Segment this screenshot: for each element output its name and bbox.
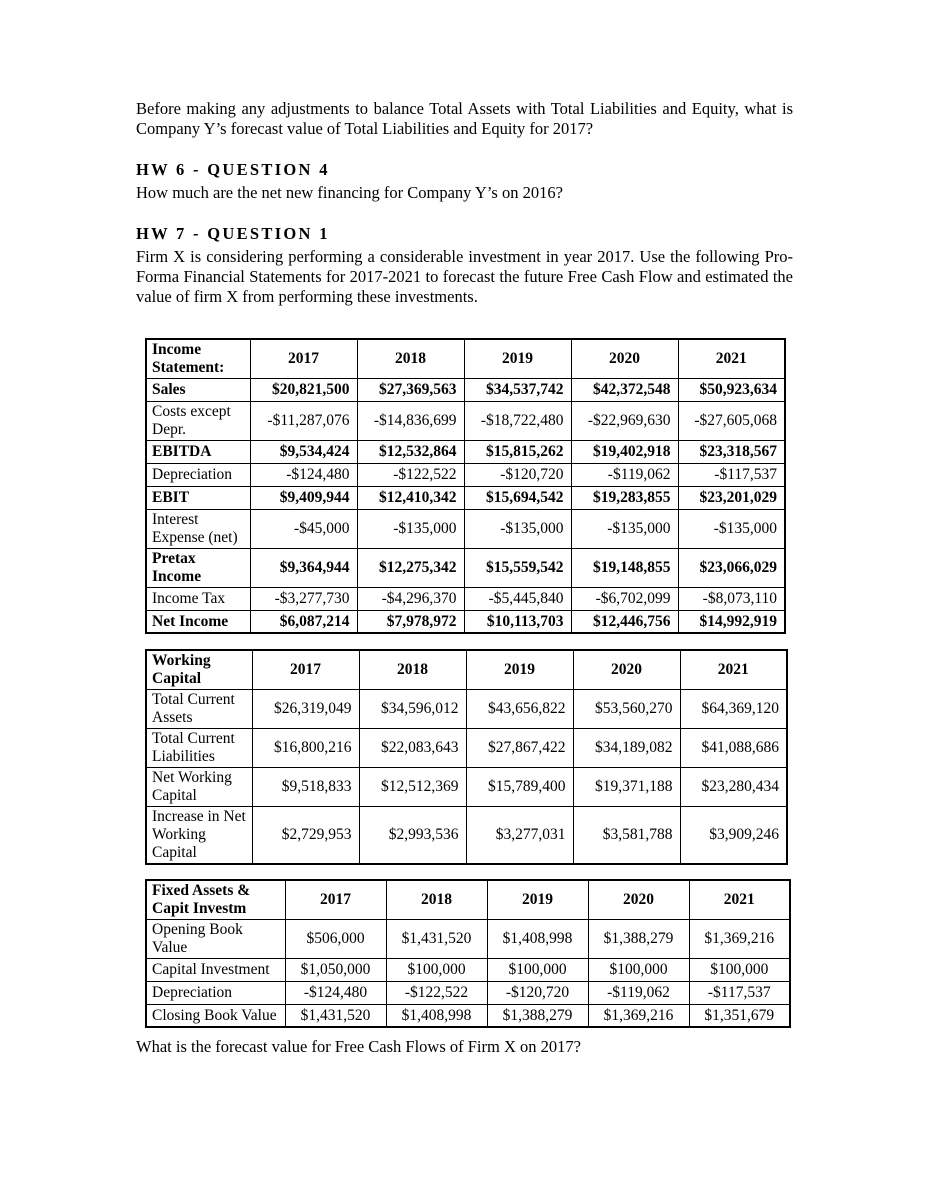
value-cell: -$117,537 [689,981,790,1004]
value-cell: $6,087,214 [250,610,357,633]
value-cell: $9,409,944 [250,486,357,509]
value-cell: $1,431,520 [386,919,487,958]
value-cell: $12,446,756 [571,610,678,633]
value-cell: -$135,000 [571,509,678,548]
value-cell: $50,923,634 [678,378,785,401]
year-header-cell: 2019 [464,339,571,378]
value-cell: $27,867,422 [466,729,573,768]
table-header-row [146,880,790,919]
value-cell: $20,821,500 [250,378,357,401]
value-cell: $26,319,049 [252,690,359,729]
value-cell: -$5,445,840 [464,587,571,610]
row-label-cell: Net Working Capital [146,768,252,807]
table-row [146,1004,790,1027]
value-cell: $1,408,998 [386,1004,487,1027]
value-cell: $15,815,262 [464,440,571,463]
year-header-cell: 2017 [250,339,357,378]
value-cell: -$3,277,730 [250,587,357,610]
table-title-cell: Working Capital [146,650,252,689]
hw7-heading: HW 7 - QUESTION 1 [136,224,330,243]
table-header-row [146,650,787,689]
value-cell: $12,532,864 [357,440,464,463]
year-header-cell: 2019 [487,880,588,919]
year-header-cell: 2021 [678,339,785,378]
value-cell: -$11,287,076 [250,401,357,440]
value-cell: $19,371,188 [573,768,680,807]
table-row [146,768,787,807]
row-label-cell: Closing Book Value [146,1004,285,1027]
value-cell: $14,992,919 [678,610,785,633]
intro-question-paragraph: Before making any adjustments to balance Total Assets with Total Liabilities and Equity, what is Company Y’s forecast value of Total Liabilities and Equity for 2017? [136,99,793,138]
value-cell: $27,369,563 [357,378,464,401]
row-label-cell: Opening Book Value [146,919,285,958]
value-cell: $15,694,542 [464,486,571,509]
value-cell: -$120,720 [464,463,571,486]
value-cell: $43,656,822 [466,690,573,729]
value-cell: $3,909,246 [680,807,787,864]
value-cell: $1,408,998 [487,919,588,958]
value-cell: -$27,605,068 [678,401,785,440]
row-label-cell: Interest Expense (net) [146,509,250,548]
value-cell: $23,066,029 [678,548,785,587]
value-cell: -$119,062 [588,981,689,1004]
year-header-cell: 2018 [386,880,487,919]
year-header-cell: 2017 [285,880,386,919]
value-cell: -$135,000 [678,509,785,548]
value-cell: $3,277,031 [466,807,573,864]
table-row [146,486,785,509]
table-row [146,378,785,401]
year-header-cell: 2021 [680,650,787,689]
value-cell: $12,410,342 [357,486,464,509]
value-cell: $23,280,434 [680,768,787,807]
row-label-cell: Depreciation [146,981,285,1004]
value-cell: -$117,537 [678,463,785,486]
value-cell: $1,351,679 [689,1004,790,1027]
value-cell: $23,201,029 [678,486,785,509]
value-cell: $22,083,643 [359,729,466,768]
value-cell: $1,369,216 [588,1004,689,1027]
year-header-cell: 2020 [588,880,689,919]
value-cell: $2,993,536 [359,807,466,864]
table-row [146,401,785,440]
table-row [146,548,785,587]
value-cell: -$45,000 [250,509,357,548]
value-cell: -$124,480 [285,981,386,1004]
final-question: What is the forecast value for Free Cash Flows of Firm X on 2017? [136,1037,581,1057]
table-row [146,729,787,768]
year-header-cell: 2019 [466,650,573,689]
value-cell: $100,000 [487,958,588,981]
value-cell: $64,369,120 [680,690,787,729]
table-row [146,958,790,981]
value-cell: $3,581,788 [573,807,680,864]
row-label-cell: EBIT [146,486,250,509]
value-cell: $12,275,342 [357,548,464,587]
value-cell: $9,518,833 [252,768,359,807]
table-row [146,981,790,1004]
value-cell: -$6,702,099 [571,587,678,610]
table-row [146,610,785,633]
value-cell: -$122,522 [357,463,464,486]
value-cell: $34,189,082 [573,729,680,768]
year-header-cell: 2020 [571,339,678,378]
value-cell: -$122,522 [386,981,487,1004]
row-label-cell: Sales [146,378,250,401]
value-cell: $16,800,216 [252,729,359,768]
value-cell: $100,000 [386,958,487,981]
year-header-cell: 2018 [359,650,466,689]
table-row [146,690,787,729]
table-row [146,807,787,864]
value-cell: -$22,969,630 [571,401,678,440]
value-cell: -$135,000 [357,509,464,548]
value-cell: -$120,720 [487,981,588,1004]
value-cell: $2,729,953 [252,807,359,864]
value-cell: -$8,073,110 [678,587,785,610]
value-cell: $19,402,918 [571,440,678,463]
value-cell: $1,050,000 [285,958,386,981]
fixed-assets-table [145,879,791,1028]
value-cell: -$18,722,480 [464,401,571,440]
value-cell: $19,283,855 [571,486,678,509]
value-cell: $53,560,270 [573,690,680,729]
working-capital-table [145,649,788,865]
hw7-intro-paragraph: Firm X is considering performing a considerable investment in year 2017. Use the following Pro-Forma Financial Statements for 2017-2021 to forecast the future Free Cash Flow and estimated the value of firm X from performing these investments. [136,247,793,306]
table-title-cell: Income Statement: [146,339,250,378]
value-cell: $9,534,424 [250,440,357,463]
row-label-cell: Depreciation [146,463,250,486]
hw6-question: How much are the net new financing for Company Y’s on 2016? [136,183,563,202]
value-cell: $1,388,279 [588,919,689,958]
value-cell: $34,596,012 [359,690,466,729]
value-cell: $1,388,279 [487,1004,588,1027]
value-cell: $1,369,216 [689,919,790,958]
value-cell: $506,000 [285,919,386,958]
table-row [146,587,785,610]
row-label-cell: Increase in Net Working Capital [146,807,252,864]
value-cell: -$124,480 [250,463,357,486]
row-label-cell: Costs except Depr. [146,401,250,440]
value-cell: $34,537,742 [464,378,571,401]
year-header-cell: 2018 [357,339,464,378]
table-row [146,509,785,548]
value-cell: $100,000 [588,958,689,981]
table-row [146,919,790,958]
value-cell: $42,372,548 [571,378,678,401]
value-cell: $7,978,972 [357,610,464,633]
table-row [146,463,785,486]
table-header-row [146,339,785,378]
row-label-cell: Net Income [146,610,250,633]
value-cell: $100,000 [689,958,790,981]
year-header-cell: 2017 [252,650,359,689]
value-cell: -$4,296,370 [357,587,464,610]
year-header-cell: 2020 [573,650,680,689]
table-title-cell: Fixed Assets & Capit Investm [146,880,285,919]
value-cell: $1,431,520 [285,1004,386,1027]
row-label-cell: Total Current Assets [146,690,252,729]
year-header-cell: 2021 [689,880,790,919]
row-label-cell: Capital Investment [146,958,285,981]
income-statement-table [145,338,786,634]
value-cell: $15,789,400 [466,768,573,807]
value-cell: $41,088,686 [680,729,787,768]
row-label-cell: Income Tax [146,587,250,610]
value-cell: $23,318,567 [678,440,785,463]
table-row [146,440,785,463]
hw6-heading: HW 6 - QUESTION 4 [136,160,330,179]
value-cell: -$14,836,699 [357,401,464,440]
row-label-cell: EBITDA [146,440,250,463]
value-cell: $9,364,944 [250,548,357,587]
value-cell: $12,512,369 [359,768,466,807]
value-cell: -$119,062 [571,463,678,486]
row-label-cell: Pretax Income [146,548,250,587]
value-cell: $10,113,703 [464,610,571,633]
value-cell: -$135,000 [464,509,571,548]
row-label-cell: Total Current Liabilities [146,729,252,768]
value-cell: $15,559,542 [464,548,571,587]
value-cell: $19,148,855 [571,548,678,587]
document-content [136,99,793,1057]
